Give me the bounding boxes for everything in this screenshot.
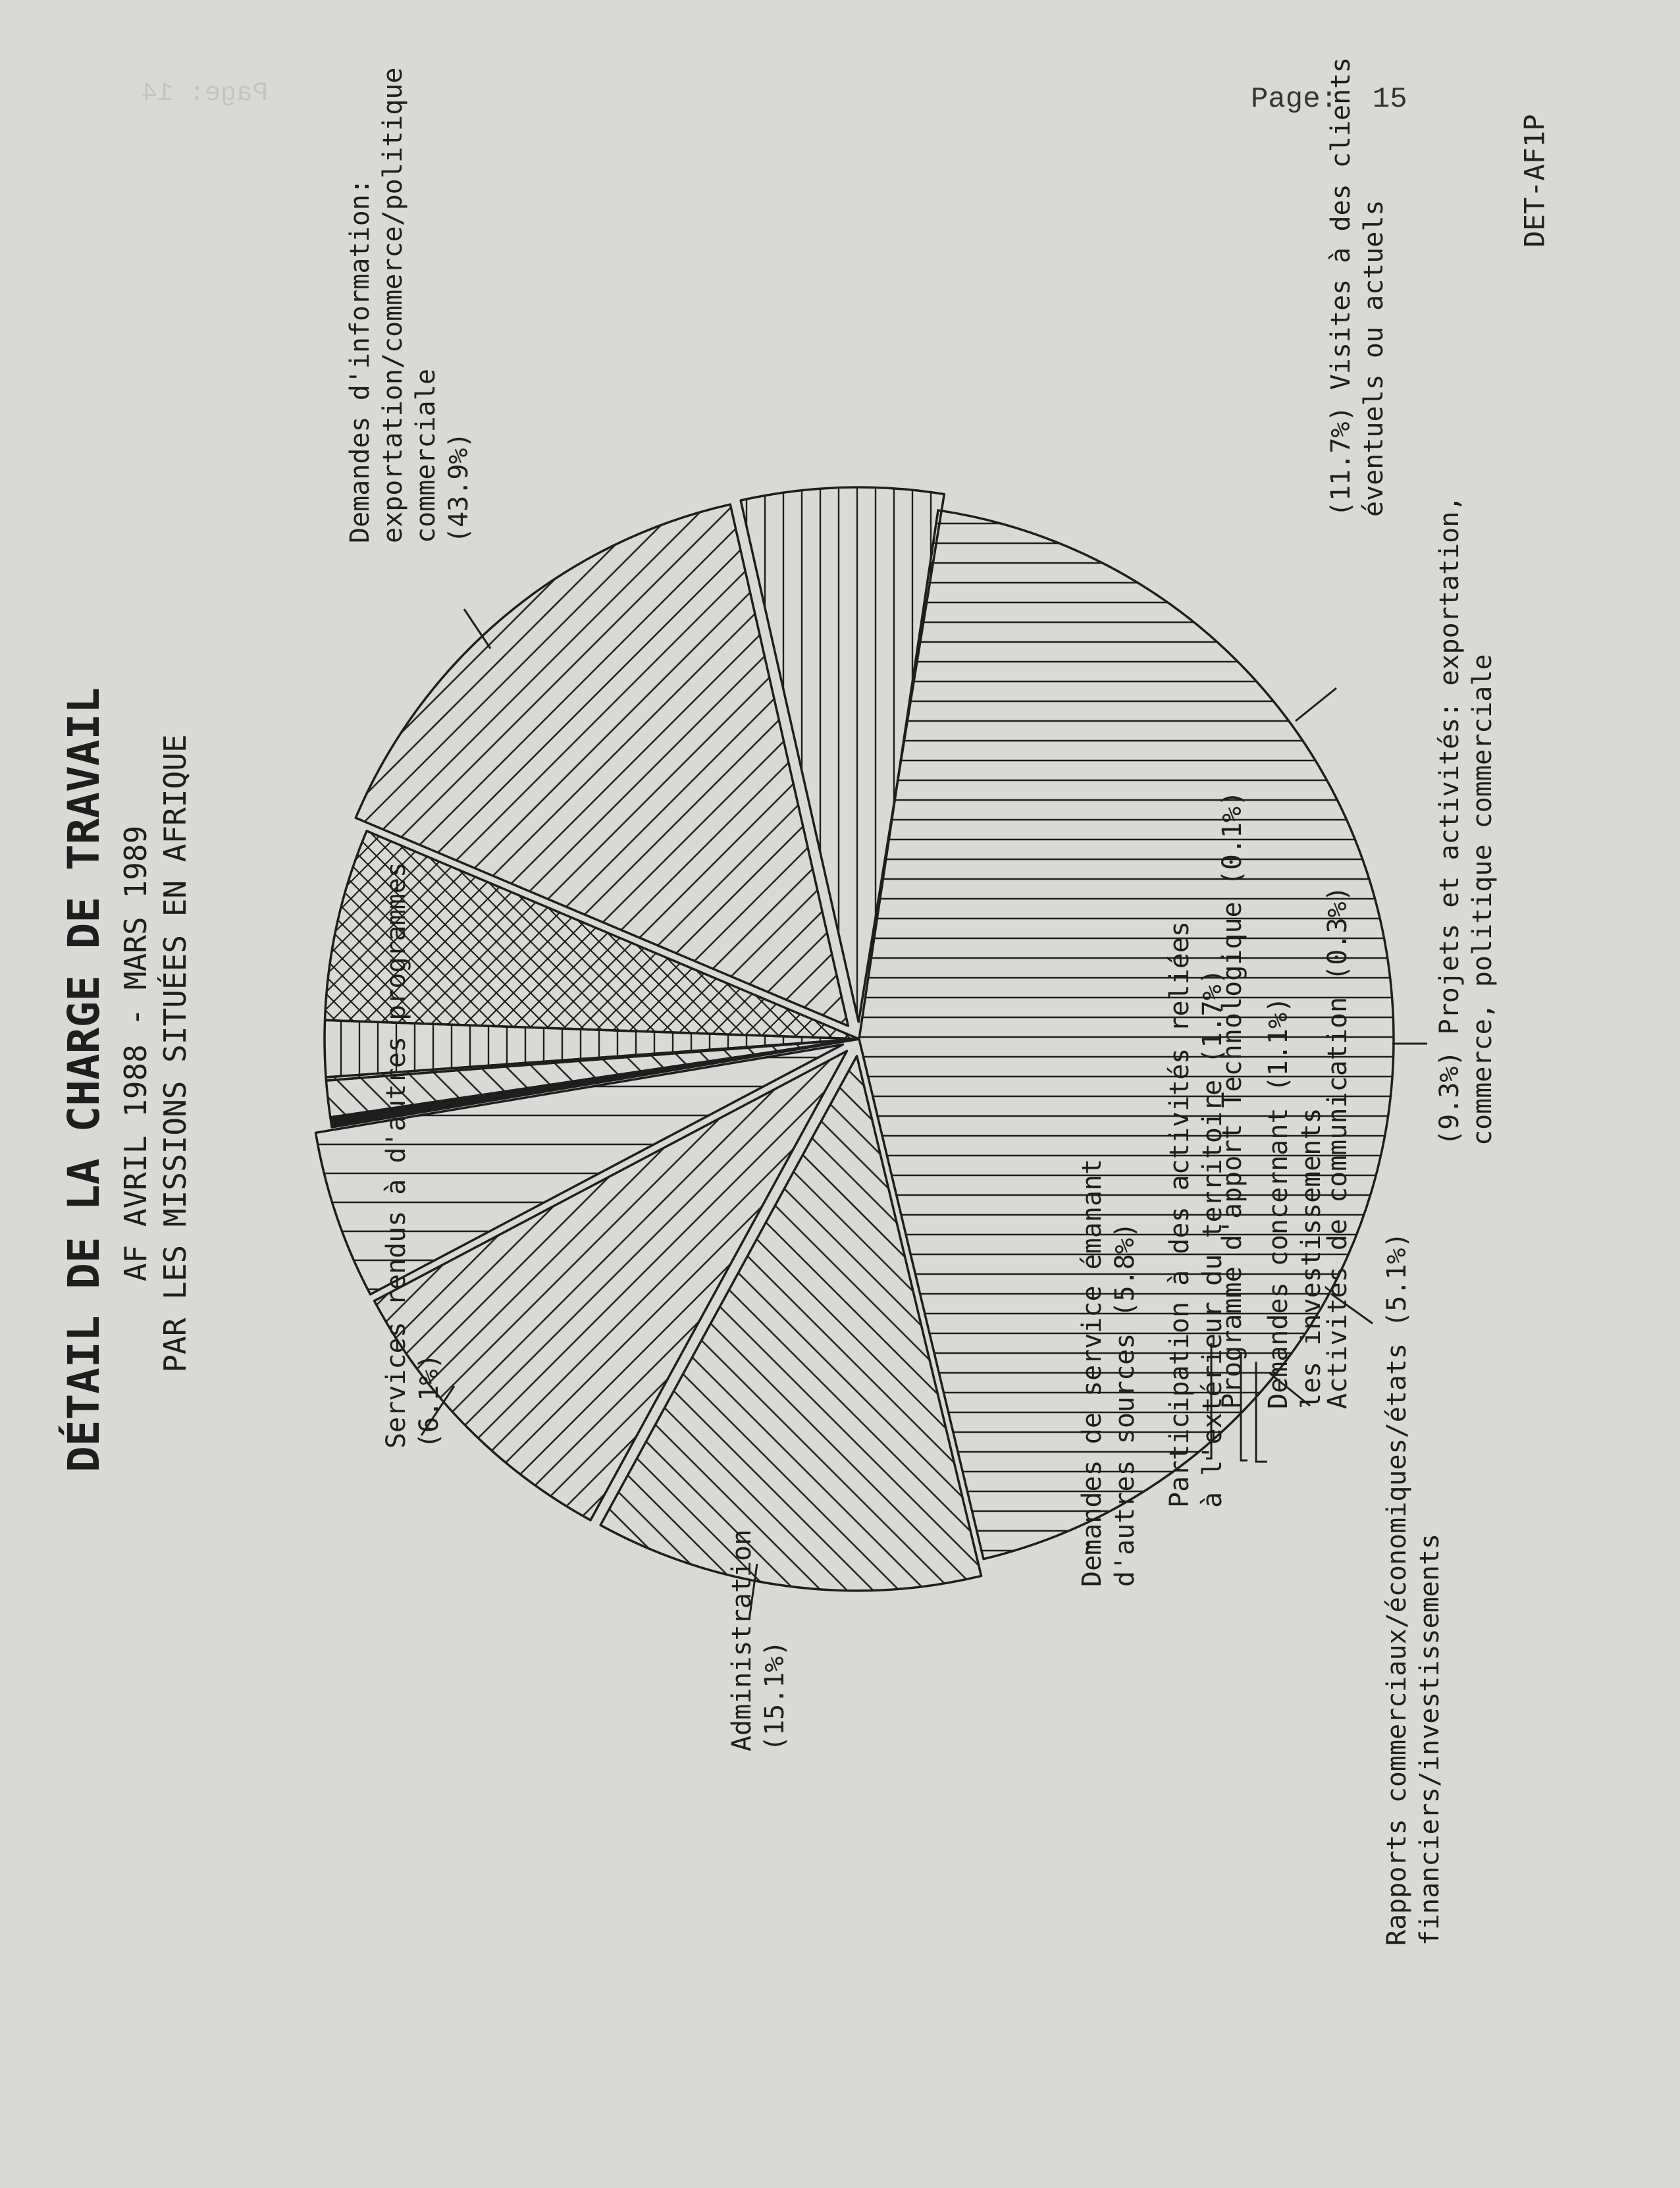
slice-label-2 [1434,496,1498,1146]
slice-label-0-line-3: (43.9%) [444,432,474,543]
chart-subtitle-line-1: AF AVRIL 1988 - MARS 1989 [118,825,153,1282]
slice-label-5-line-0: Demandes concernant (1.1%) [1263,996,1294,1409]
slice-label-10-line-1: (6.1%) [414,1353,444,1449]
slice-label-3-line-0: Rapports commerciaux/économiques/états (5.1%) [1382,1232,1412,1946]
chart-subtitle-line-2: PAR LES MISSIONS SITUÉES EN AFRIQUE [157,734,193,1373]
slice-label-1-line-1: éventuels ou actuels [1359,200,1389,517]
leader-line-1 [1296,688,1336,721]
ghost-page-label: Page: [189,79,269,109]
slice-label-1 [1326,57,1389,517]
slice-label-9-line-0: Administration [727,1529,757,1751]
slice-label-0-line-1: exportation/commerce/politique [378,67,408,543]
page-label: Page: [1251,83,1338,116]
slice-label-8-line-1: d'autres sources (5.8%) [1110,1222,1140,1587]
slice-label-6-line-0: Programme d'apport Technologique (0.1%) [1217,790,1247,1409]
slice-label-7-line-0: Participation à des activités reliées [1165,921,1195,1508]
slice-label-4-line-0: Activités de communication (0.3%) [1323,886,1353,1409]
slice-label-4 [1323,886,1353,1409]
slice-label-10-line-0: Services rendus à d'autres programmes [381,861,411,1449]
slice-label-3 [1382,1232,1445,1946]
slice-label-5-line-1: les investissements [1296,1107,1326,1409]
slice-label-0-line-2: commerciale [411,369,441,543]
slice-label-0 [345,68,474,543]
chart-title-group [58,687,193,1472]
slice-label-8-line-0: Demandes de service émanant [1077,1158,1107,1587]
document-code: DET-AF1P [1518,114,1551,248]
ghost-page-number: 14 [142,79,174,109]
slice-label-2-line-1: commerce, politique commerciale [1467,654,1498,1146]
slice-label-3-line-1: financiers/investissements [1415,1533,1445,1946]
slice-label-1-line-0: (11.7%) Visites à des clients [1326,57,1356,517]
chart-title: DÉTAIL DE LA CHARGE DE TRAVAIL [59,687,109,1473]
slice-label-7-line-1: à l'extérieur du territoire (1.7%) [1197,969,1228,1508]
slice-label-2-line-0: (9.3%) Projets et activités: exportation, [1434,495,1465,1146]
page-number-value: 15 [1372,83,1407,116]
slice-label-9-line-1: (15.1%) [760,1640,790,1751]
slice-label-0-line-0: Demandes d'information: [345,178,375,543]
